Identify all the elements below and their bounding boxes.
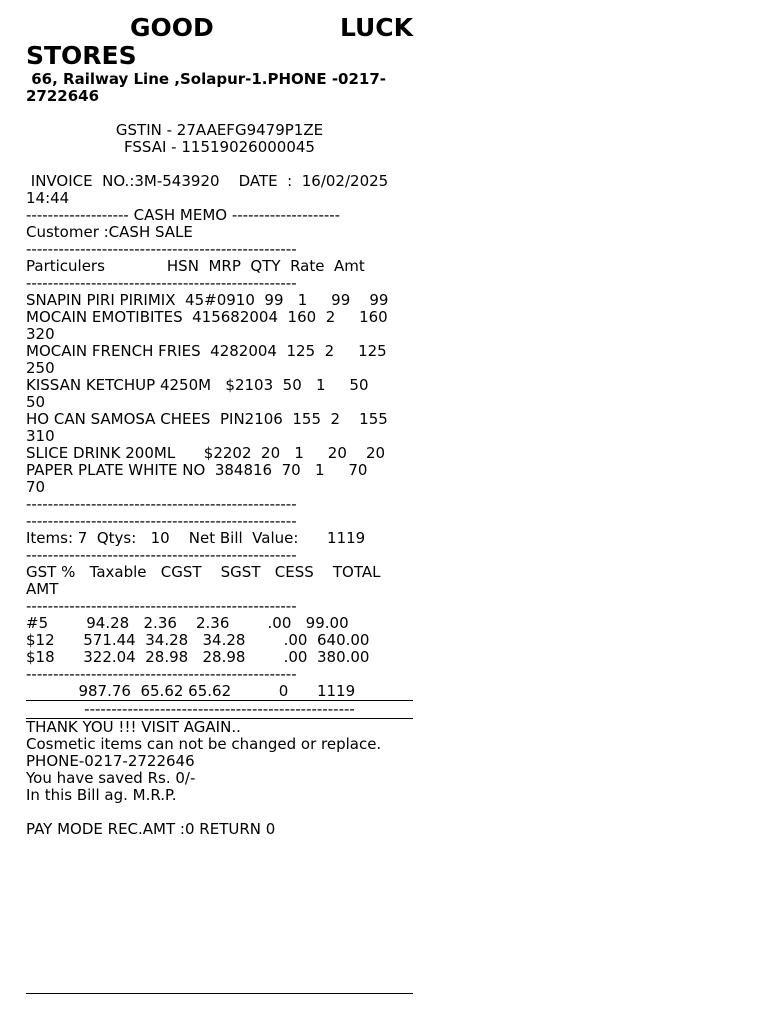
receipt [26,14,413,838]
store-address-line2: 2722646 [26,87,100,105]
fssai: FSSAI - 11519026000045 [124,138,315,156]
item-line: PAPER PLATE WHITE NO 384816 70 1 70 [26,461,368,479]
gst-total: 987.76 65.62 65.62 0 1119 [26,682,356,700]
gst-header-amt: AMT [26,580,59,598]
separator: -------------------------------------------------- [26,665,297,683]
items-list [26,292,413,496]
separator: -------------------------------------------------- [26,240,297,258]
item-line: MOCAIN EMOTIBITES 415682004 160 2 160 [26,308,388,326]
separator: -------------------------------------------------- [26,512,297,530]
footer-mrp: In this Bill ag. M.R.P. [26,786,177,804]
bottom-divider [26,993,413,994]
footer-phone: PHONE-0217-2722646 [26,752,195,770]
store-name-part3: STORES [26,41,137,70]
gst-row: $18 322.04 28.98 28.98 .00 380.00 [26,648,370,666]
invoice-time: 14:44 [26,189,70,207]
store-name-part1: GOOD [130,13,214,42]
item-line: 310 [26,427,55,445]
footer-separator: -------------------------------------------------- [84,700,355,718]
store-address-line1: 66, Railway Line ,Solapur-1.PHONE -0217- [26,70,387,88]
item-line: 320 [26,325,55,343]
cash-memo-header: ------------------- CASH MEMO -------------------- [26,206,341,224]
pay-mode: PAY MODE REC.AMT :0 RETURN 0 [26,820,276,838]
item-line: KISSAN KETCHUP 4250M $2103 50 1 50 [26,376,369,394]
columns-header: Particulers HSN MRP QTY Rate Amt [26,257,365,275]
gst-row: $12 571.44 34.28 34.28 .00 640.00 [26,631,370,649]
item-line: 50 [26,393,46,411]
customer-line: Customer :CASH SALE [26,223,193,241]
item-line: SLICE DRINK 200ML $2202 20 1 20 20 [26,444,386,462]
item-line: MOCAIN FRENCH FRIES 4282004 125 2 125 [26,342,387,360]
item-line: SNAPIN PIRI PIRIMIX 45#0910 99 1 99 99 [26,291,389,309]
separator: -------------------------------------------------- [26,546,297,564]
gstin: GSTIN - 27AAEFG9479P1ZE [115,121,324,139]
footer-savings: You have saved Rs. 0/- [26,769,196,787]
separator: -------------------------------------------------- [26,495,297,513]
footer-thanks: THANK YOU !!! VISIT AGAIN.. [26,718,241,736]
store-name-row [26,14,413,42]
gst-header: GST % Taxable CGST SGST CESS TOTAL [26,563,381,581]
item-line: 70 [26,478,46,496]
bill-summary: Items: 7 Qtys: 10 Net Bill Value: 1119 [26,529,366,547]
separator: -------------------------------------------------- [26,597,297,615]
item-line: HO CAN SAMOSA CHEES PIN2106 155 2 155 [26,410,388,428]
gst-table [26,615,413,666]
gst-row: #5 94.28 2.36 2.36 .00 99.00 [26,614,349,632]
invoice-line: INVOICE NO.:3M-543920 DATE : 16/02/2025 [26,172,389,190]
footer-policy: Cosmetic items can not be changed or replace. [26,735,382,753]
separator: -------------------------------------------------- [26,274,297,292]
store-name-part2: LUCK [339,13,413,42]
item-line: 250 [26,359,55,377]
